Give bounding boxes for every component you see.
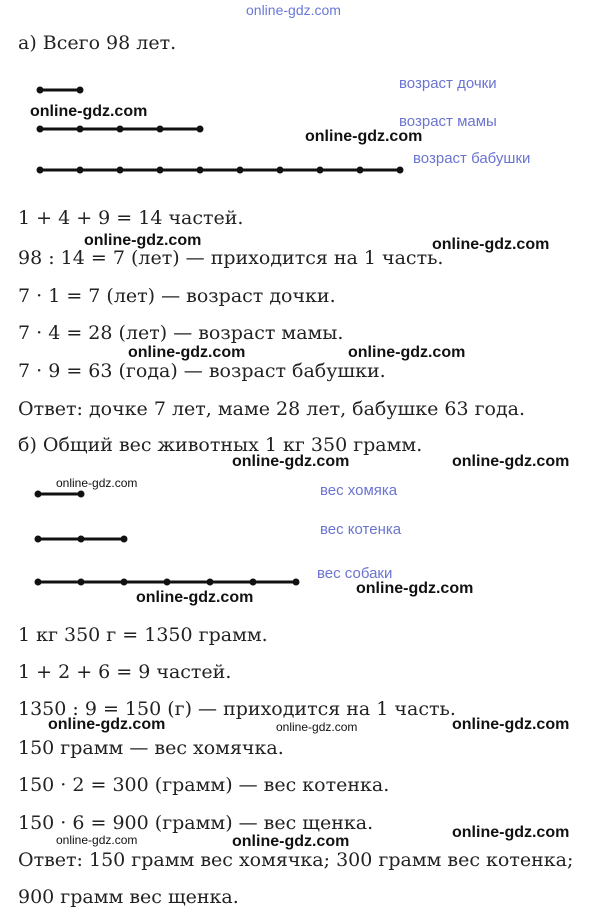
grandmother-tick — [117, 167, 124, 174]
mother-tick — [197, 126, 204, 133]
watermark-top: online-gdz.com — [246, 2, 341, 18]
watermark: online-gdz.com — [84, 232, 202, 249]
hamster-tick — [78, 491, 85, 498]
label-mother-age: возраст мамы — [399, 113, 497, 130]
part-b-line-2: 1 + 2 + 6 = 9 частей. — [18, 661, 232, 683]
dog-tick — [164, 579, 171, 586]
mother-tick — [77, 126, 84, 133]
dog-tick — [35, 579, 42, 586]
part-a-answer: Ответ: дочке 7 лет, маме 28 лет, бабушке 63 года. — [18, 398, 526, 420]
part-b-line-6: 150 · 6 = 900 (грамм) — вес щенка. — [18, 812, 374, 834]
part-b-line-1: 1 кг 350 г = 1350 грамм. — [18, 624, 268, 646]
watermark: online-gdz.com — [452, 824, 570, 841]
mother-tick — [157, 126, 164, 133]
dog-tick — [250, 579, 257, 586]
dog-tick — [78, 579, 85, 586]
mother-tick — [117, 126, 124, 133]
part-b-title: б) Общий вес животных 1 кг 350 грамм. — [18, 434, 423, 456]
watermark: online-gdz.com — [56, 833, 138, 847]
grandmother-tick — [397, 167, 404, 174]
part-a-line-1: 1 + 4 + 9 = 14 частей. — [18, 207, 244, 229]
watermark: online-gdz.com — [305, 128, 423, 145]
watermark: online-gdz.com — [30, 103, 148, 120]
part-a-title: а) Всего 98 лет. — [18, 32, 177, 54]
dog-tick — [207, 579, 214, 586]
watermark: online-gdz.com — [232, 453, 350, 470]
kitten-tick — [121, 536, 128, 543]
label-dog-weight: вес собаки — [317, 565, 393, 582]
watermark: online-gdz.com — [128, 344, 246, 361]
watermark: online-gdz.com — [136, 589, 254, 606]
part-a-line-2: 98 : 14 = 7 (лет) — приходится на 1 часть. — [18, 247, 444, 269]
grandmother-tick — [277, 167, 284, 174]
label-grandmother-age: возраст бабушки — [413, 150, 531, 167]
part-b-segment-diagram — [0, 480, 614, 590]
part-b-answer-1: Ответ: 150 грамм вес хомячка; 300 грамм вес котенка; — [18, 849, 574, 871]
mother-tick — [37, 126, 44, 133]
watermark: online-gdz.com — [348, 344, 466, 361]
label-kitten-weight: вес котенка — [320, 521, 402, 538]
grandmother-tick — [357, 167, 364, 174]
part-a-line-4: 7 · 4 = 28 (лет) — возраст мамы. — [18, 322, 344, 344]
grandmother-tick — [77, 167, 84, 174]
dog-tick — [121, 579, 128, 586]
label-daughter-age: возраст дочки — [399, 75, 497, 92]
grandmother-tick — [37, 167, 44, 174]
watermark: online-gdz.com — [276, 720, 358, 734]
part-a-line-3: 7 · 1 = 7 (лет) — возраст дочки. — [18, 285, 336, 307]
grandmother-tick — [197, 167, 204, 174]
part-b-line-3: 1350 : 9 = 150 (г) — приходится на 1 часть. — [18, 698, 456, 720]
grandmother-tick — [317, 167, 324, 174]
watermark: online-gdz.com — [452, 453, 570, 470]
daughter-tick — [77, 87, 84, 94]
watermark: online-gdz.com — [56, 476, 138, 490]
part-b-line-4: 150 грамм — вес хомячка. — [18, 737, 284, 759]
daughter-tick — [37, 87, 44, 94]
dog-tick — [293, 579, 300, 586]
watermark: online-gdz.com — [232, 833, 350, 850]
part-b-answer-2: 900 грамм вес щенка. — [18, 886, 239, 908]
part-b-line-5: 150 · 2 = 300 (грамм) — вес котенка. — [18, 774, 390, 796]
kitten-tick — [35, 536, 42, 543]
watermark: online-gdz.com — [432, 236, 550, 253]
grandmother-tick — [237, 167, 244, 174]
hamster-tick — [35, 491, 42, 498]
grandmother-tick — [157, 167, 164, 174]
watermark: online-gdz.com — [452, 716, 570, 733]
part-a-line-5: 7 · 9 = 63 (года) — возраст бабушки. — [18, 360, 386, 382]
kitten-tick — [78, 536, 85, 543]
label-hamster-weight: вес хомяка — [320, 482, 398, 499]
watermark: online-gdz.com — [356, 580, 474, 597]
watermark: online-gdz.com — [48, 716, 166, 733]
